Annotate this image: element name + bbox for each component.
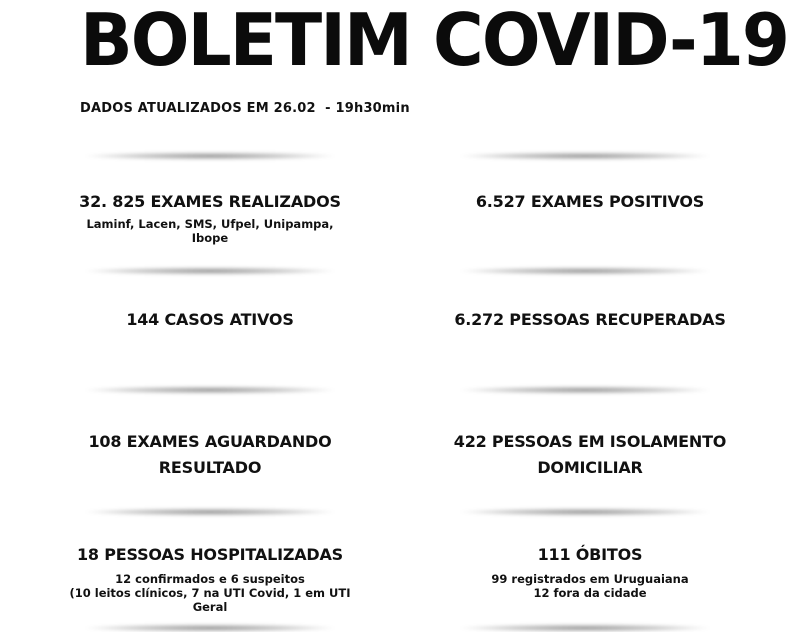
divider bbox=[85, 508, 335, 516]
stat-awaiting-results bbox=[60, 429, 360, 481]
stat-note: 12 fora da cidade bbox=[533, 586, 647, 600]
divider bbox=[85, 152, 335, 160]
stat-recovered bbox=[440, 307, 740, 333]
stat-headline: DOMICILIAR bbox=[537, 458, 643, 477]
stat-note: 12 confirmados e 6 suspeitos bbox=[115, 572, 305, 586]
stat-note: Laminf, Lacen, SMS, Ufpel, Unipampa, bbox=[86, 217, 334, 231]
bulletin-title: BOLETIM COVID-19 bbox=[80, 0, 789, 82]
divider bbox=[85, 267, 335, 275]
stat-note: (10 leitos clínicos, 7 na UTI Covid, 1 em UTI Geral bbox=[69, 586, 351, 614]
divider bbox=[460, 267, 710, 275]
divider bbox=[460, 508, 710, 516]
stat-deaths bbox=[440, 542, 740, 600]
stat-headline: RESULTADO bbox=[158, 458, 262, 477]
stat-headline: 422 PESSOAS EM ISOLAMENTO bbox=[453, 432, 727, 451]
stat-exams-done bbox=[60, 189, 360, 245]
update-timestamp: DADOS ATUALIZADOS EM 26.02 - 19h30min bbox=[80, 101, 410, 116]
stat-headline: 6.527 EXAMES POSITIVOS bbox=[475, 192, 705, 211]
stat-headline: 108 EXAMES AGUARDANDO bbox=[88, 432, 332, 451]
stat-exams-positive bbox=[440, 189, 740, 215]
divider bbox=[460, 386, 710, 394]
stat-home-isolation bbox=[440, 429, 740, 481]
stat-note: 99 registrados em Uruguaiana bbox=[491, 572, 689, 586]
stat-active-cases bbox=[60, 307, 360, 333]
stat-headline: 111 ÓBITOS bbox=[537, 545, 643, 564]
divider bbox=[460, 152, 710, 160]
stat-note: Ibope bbox=[191, 231, 229, 245]
stat-headline: 32. 825 EXAMES REALIZADOS bbox=[79, 192, 341, 211]
stat-headline: 18 PESSOAS HOSPITALIZADAS bbox=[76, 545, 344, 564]
divider bbox=[85, 386, 335, 394]
stat-headline: 6.272 PESSOAS RECUPERADAS bbox=[454, 310, 726, 329]
stat-hospitalized bbox=[55, 542, 365, 614]
stat-headline: 144 CASOS ATIVOS bbox=[126, 310, 294, 329]
